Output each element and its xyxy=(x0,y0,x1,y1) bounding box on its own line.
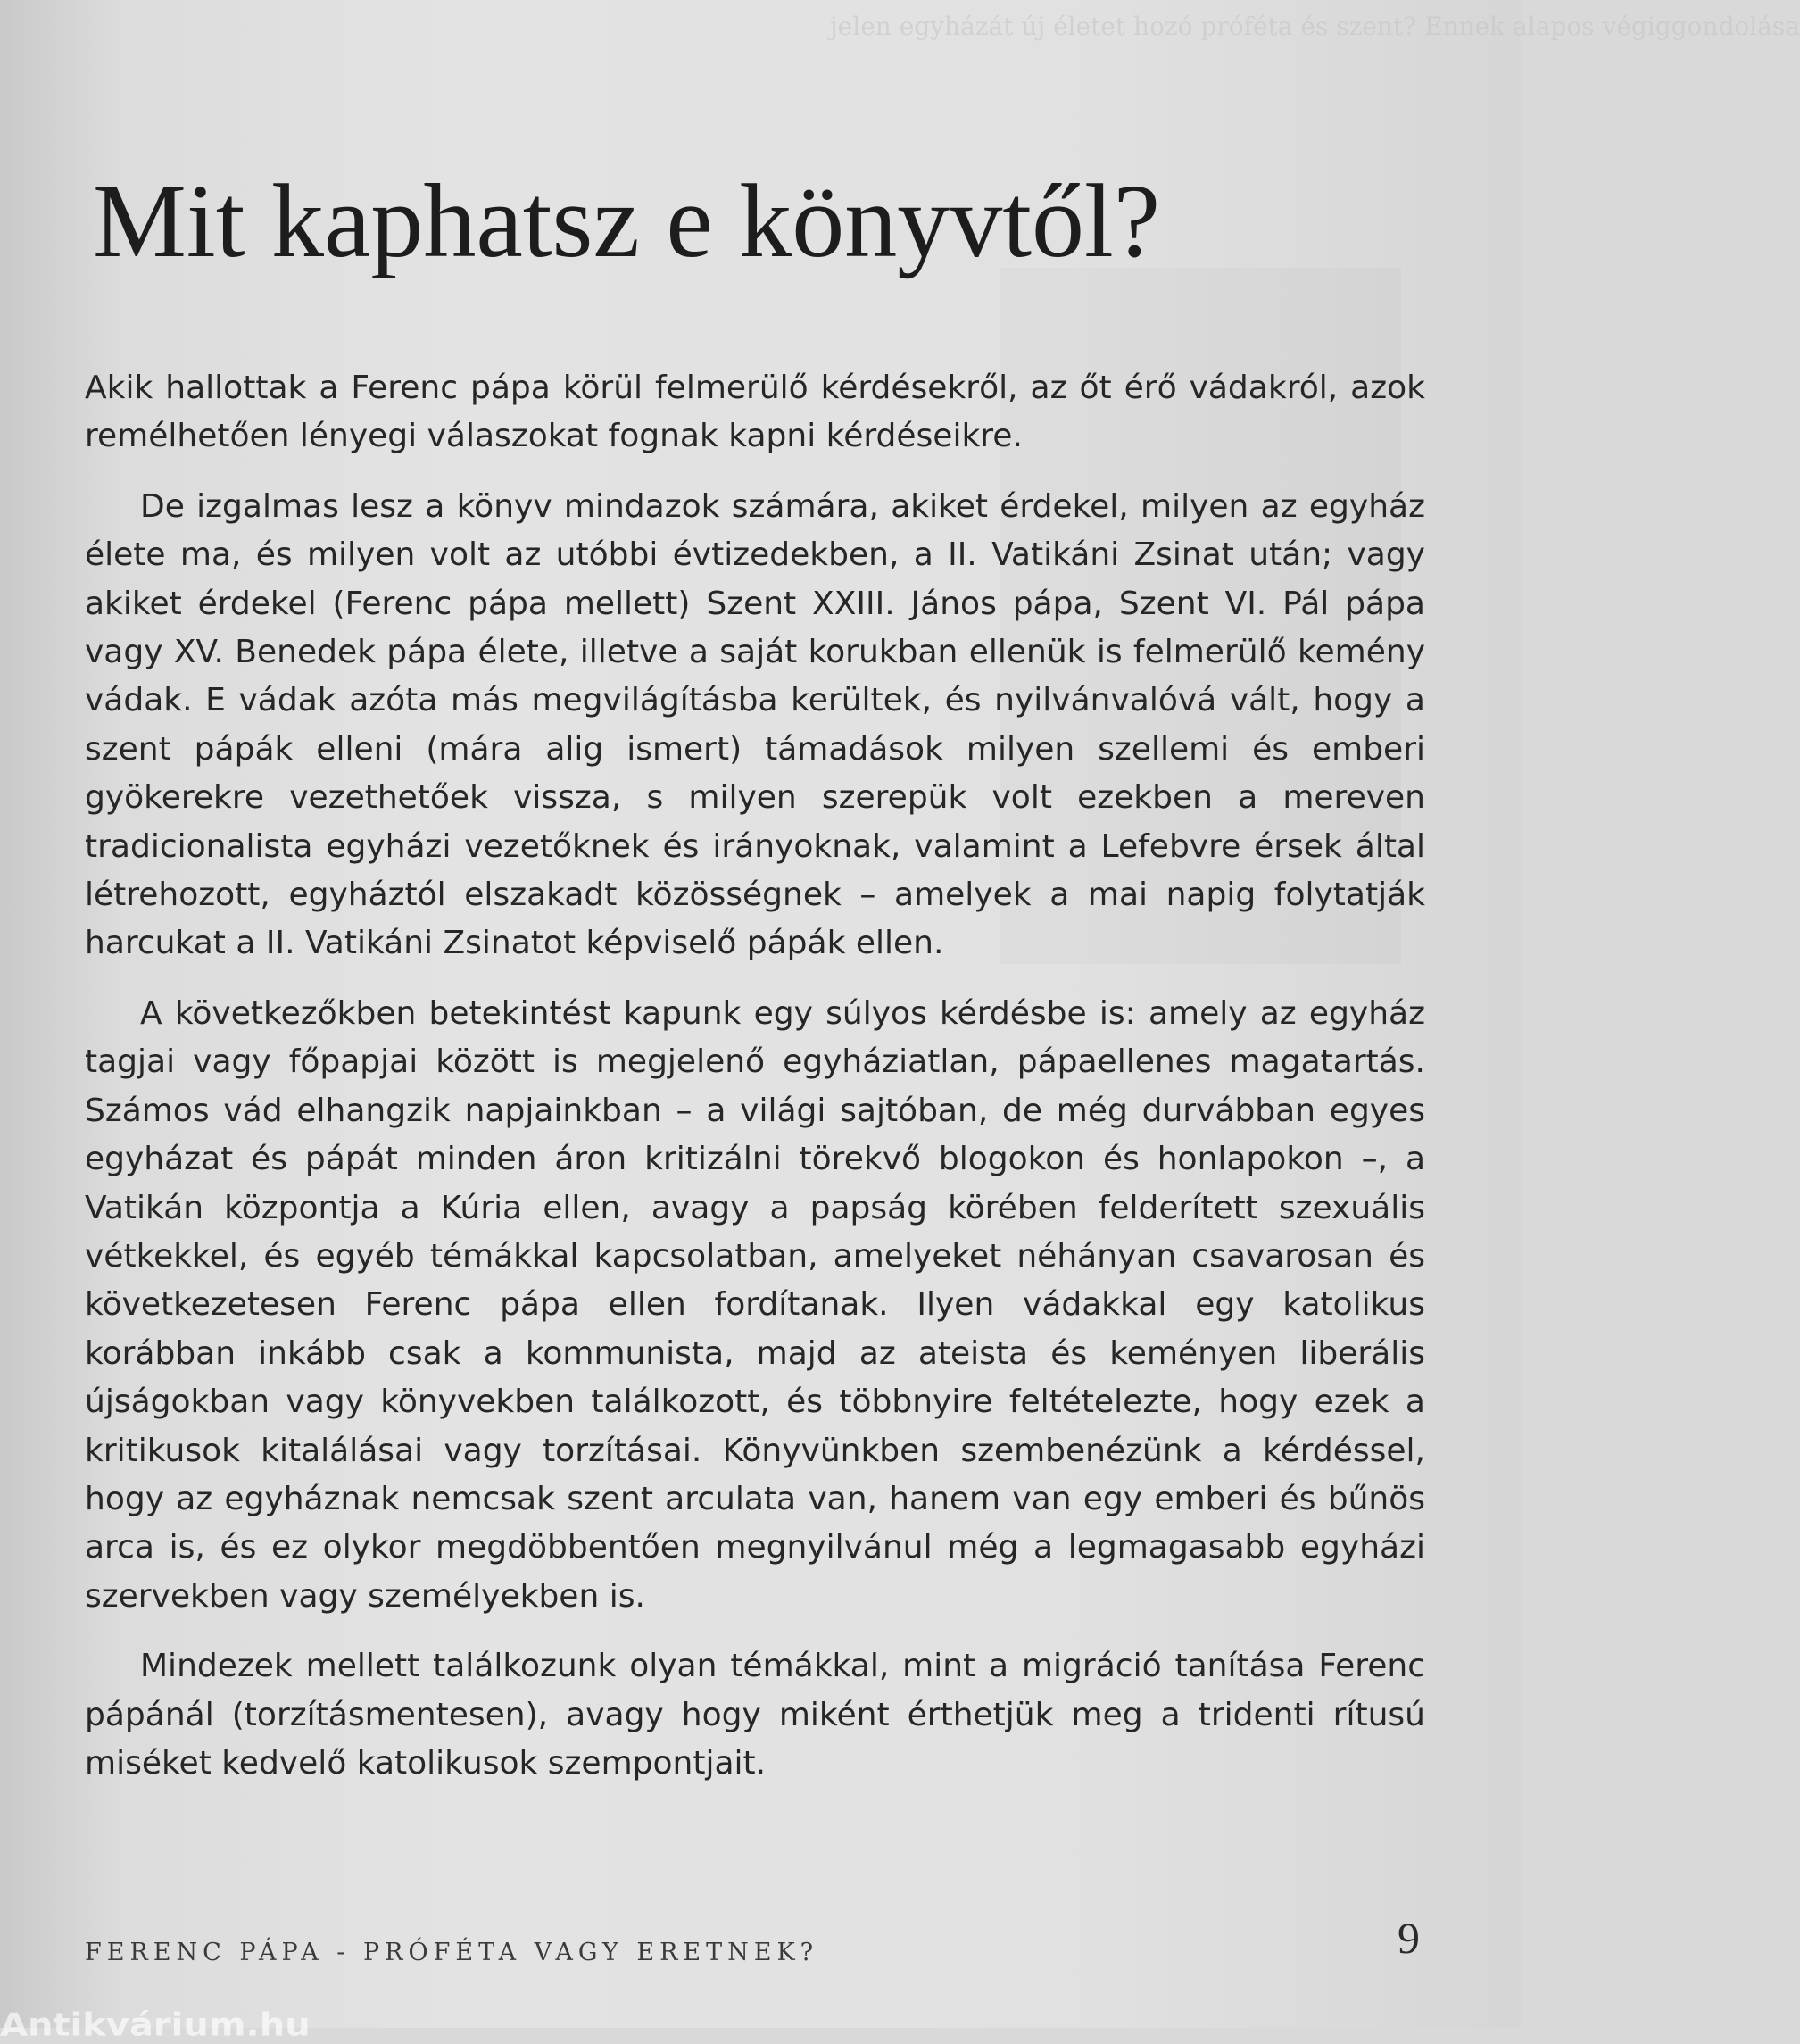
page-number: 9 xyxy=(1398,1913,1420,1963)
body-text xyxy=(85,364,1425,1809)
paragraph-popes: De izgalmas lesz a könyv mindazok számára, akiket érdekel, milyen az egyház élete ma, és milyen volt az utóbbi évtizedekben, a II. Vatikáni Zsinat után; vagy akiket érdekel (Ferenc pápa mellett) Szent XXIII. János pápa, Szent VI. Pál pápa vagy XV. Benedek pápa élete, illetve a saját korukban ellenük is felmerülő kemény vádak. E vádak azóta más megvilágításba kerültek, és nyilvánvalóvá vált, hogy a szent pápák elleni (mára alig ismert) támadások milyen szellemi és emberi gyökerekre vezethetőek vissza, s milyen szerepük volt ezekben a mereven tradicionalista egyházi vezetőknek és irányoknak, valamint a Lefebvre érsek által létrehozott, egyháztól elszakadt közösségnek – amelyek a mai napig folytatják harcukat a II. Vatikáni Zsinatot képviselő pápák ellen. xyxy=(85,487,1425,962)
paragraph-accusations: A következőkben betekintést kapunk egy súlyos kérdésbe is: amely az egyház tagjai vagy főpapjai között is megjelenő egyháziatlan, pápaellenes magatartás. Számos vád elhangzik napjainkban – a világi sajtóban, de még durvábban egyes egyházat és pápát minden áron kritizálni törekvő blogokon és honlapokon –, a Vatikán központja a Kúria ellen, avagy a papság körében felderített szexuális vétkekkel, és egyéb témákkal kapcsolatban, amelyeket néhányan csavarosan és következetesen Ferenc pápa ellen fordítanak. Ilyen vádakkal egy katolikus korábban inkább csak a kommunista, majd az ateista és keményen liberális újságokban vagy könyvekben találkozott, és többnyire feltételezte, hogy ezek a kritikusok kitalálásai vagy torzításai. Könyvünkben szembenézünk a kérdéssel, hogy az egyháznak nemcsak szent arculata van, hanem van egy emberi és bűnös arca is, és ez olykor megdöbbentően megnyilvánul még a legmagasabb egyházi szervekben vagy személyekben is. xyxy=(85,994,1425,1615)
paragraph-intro: Akik hallottak a Ferenc pápa körül felmerülő kérdésekről, az őt érő vádakról, azok remélhetően lényegi válaszokat fognak kapni kérdéseikre. xyxy=(85,370,1425,455)
paragraph-topics: Mindezek mellett találkozunk olyan témákkal, mint a migráció tanítása Ferenc pápánál (torzításmentesen), avagy hogy miként érthetjük meg a tridenti rítusú miséket kedvelő katolikusok szempontjait. xyxy=(85,1648,1425,1782)
running-footer-title: FERENC PÁPA - PRÓFÉTA VAGY ERETNEK? xyxy=(85,1939,819,1966)
show-through-text: jelen egyházát új életet hozó próféta és szent? Ennek alapos végiggondolása xyxy=(830,12,1800,41)
watermark-logo: Antikvárium.hu xyxy=(0,2007,311,2044)
page-title: Mit kaphatsz e könyvtől? xyxy=(93,162,1161,279)
